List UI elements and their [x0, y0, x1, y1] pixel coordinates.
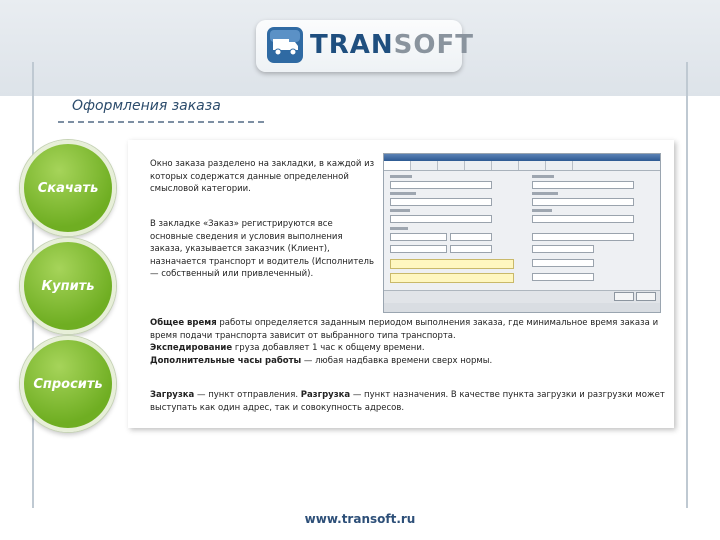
unloading-text: — пункт назначения. В качестве пункта загрузки и разгрузки может выступать как один адрес, так и совокупность адресов.	[150, 390, 665, 413]
screenshot-highlight-field	[390, 259, 514, 269]
screenshot-tab	[465, 161, 492, 170]
loading-line	[150, 389, 670, 414]
logo[interactable]	[256, 20, 474, 72]
screenshot-tab	[411, 161, 438, 170]
screenshot-label	[390, 175, 412, 178]
term-loading: Загрузка	[150, 390, 195, 400]
expedition-text: груза добавляет 1 час к общему времени.	[232, 343, 425, 353]
screenshot-field	[450, 233, 492, 241]
total-time-text: работы определяется заданным периодом выполнения заказа, где минимальное время заказа и время подачи транспорта зависит от выбранного типа транспорта.	[150, 318, 659, 341]
screenshot-field	[390, 181, 492, 189]
logo-text-primary: TRAN	[310, 30, 394, 60]
screenshot-field	[532, 233, 634, 241]
screenshot-field	[390, 233, 447, 241]
screenshot-field	[532, 259, 594, 267]
screenshot-button	[636, 292, 656, 301]
screenshot-tab	[492, 161, 519, 170]
order-tab-paragraph: В закладке «Заказ» регистрируются все основные сведения и условия выполнения заказа, указывается заказчик (Клиент), назначается транспорт и водитель (Исполнитель — собственный или привлеченный).	[150, 219, 374, 279]
screenshot-label	[532, 192, 558, 195]
page-title: Оформления заказа	[72, 98, 221, 114]
extra-hours-line	[150, 355, 670, 368]
screenshot-tab	[384, 161, 411, 170]
screenshot-form	[384, 171, 660, 303]
term-unloading: Разгрузка	[300, 390, 351, 400]
logo-text	[310, 30, 474, 60]
screenshot-tab	[438, 161, 465, 170]
screenshot-field	[532, 215, 634, 223]
extra-hours-text: — любая надбавка времени сверх нормы.	[301, 355, 493, 366]
logo-text-secondary: SOFT	[393, 30, 474, 60]
title-divider	[58, 121, 264, 123]
loading-text: — пункт отправления.	[194, 390, 301, 400]
expedition-line	[150, 342, 670, 355]
screenshot-footer	[384, 290, 660, 303]
screenshot-titlebar	[384, 154, 660, 161]
loading-paragraph	[150, 389, 670, 414]
screenshot-highlight-field	[390, 273, 514, 283]
term-extra-hours: Дополнительные часы работы	[150, 355, 302, 366]
screenshot-field	[532, 273, 594, 281]
screenshot-tab	[519, 161, 546, 170]
timing-paragraph	[150, 317, 670, 367]
buy-button[interactable]: Купить	[20, 238, 116, 334]
screenshot-field	[390, 245, 447, 253]
term-expedition: Экспедирование	[150, 343, 233, 353]
screenshot-field	[532, 181, 634, 189]
screenshot-label	[532, 175, 554, 178]
screenshot-label	[390, 192, 416, 195]
screenshot-field	[390, 215, 492, 223]
ask-button[interactable]: Спросить	[20, 336, 116, 432]
download-button[interactable]: Скачать	[20, 140, 116, 236]
screenshot-field	[450, 245, 492, 253]
intro-paragraph: Окно заказа разделено на закладки, в каждой из которых содержатся данные определенной смысловой категории.	[150, 159, 375, 194]
screenshot-field	[532, 198, 634, 206]
order-window-screenshot	[383, 153, 661, 313]
screenshot-field	[390, 198, 492, 206]
truck-icon	[266, 26, 304, 64]
total-time-line	[150, 317, 670, 342]
screenshot-tabs	[384, 161, 660, 171]
term-total-time: Общее время	[150, 318, 217, 328]
screenshot-label	[390, 227, 408, 230]
website-link[interactable]: www.transoft.ru	[304, 512, 416, 526]
screenshot-label	[390, 209, 410, 212]
screenshot-tab	[546, 161, 573, 170]
screenshot-button	[614, 292, 634, 301]
screenshot-field	[532, 245, 594, 253]
screenshot-label	[532, 209, 552, 212]
